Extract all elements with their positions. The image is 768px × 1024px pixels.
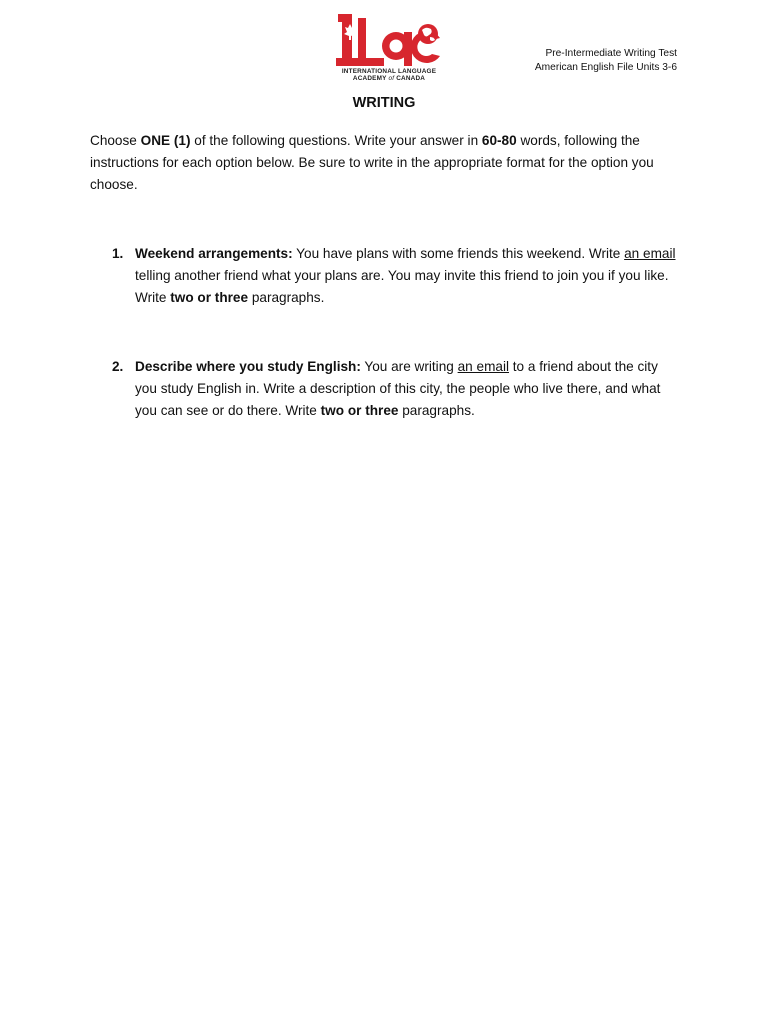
question-item [90,243,680,309]
question-text: Weekend arrangements: You have plans with some friends this weekend. Write an email telling another friend what your plans are. You may invite this friend to join you if you like. Write two or three paragraphs. [135,246,676,305]
test-name: Pre-Intermediate Writing Test [545,48,677,59]
test-info [535,47,677,75]
instructions: Choose ONE (1) of the following questions. Write your answer in 60-80 words, following the instructions for each option below. Be sure to write in the appropriate format for the option you choose. [90,133,654,192]
question-heading: Describe where you study English: [135,359,361,374]
question-list [90,243,680,422]
ilac-wordmark-graphic [334,10,444,68]
ilac-logo [334,10,444,82]
logo-line-1: INTERNATIONAL LANGUAGE [341,68,437,75]
page-title: WRITING [352,95,416,111]
question-text: Describe where you study English: You are writing an email to a friend about the city you study English in. Write a description of this city, the people who live there, and what you can see or do there. Write two or three paragraphs. [135,359,661,418]
email-term: an email [624,246,676,261]
email-term: an email [457,359,509,374]
logo-line-2: ACADEMY of CANADA [352,75,426,82]
question-item [90,356,680,422]
question-number: 2. [112,359,124,374]
test-units: American English File Units 3-6 [534,62,677,73]
question-number: 1. [112,246,124,261]
question-heading: Weekend arrangements: [135,246,293,261]
